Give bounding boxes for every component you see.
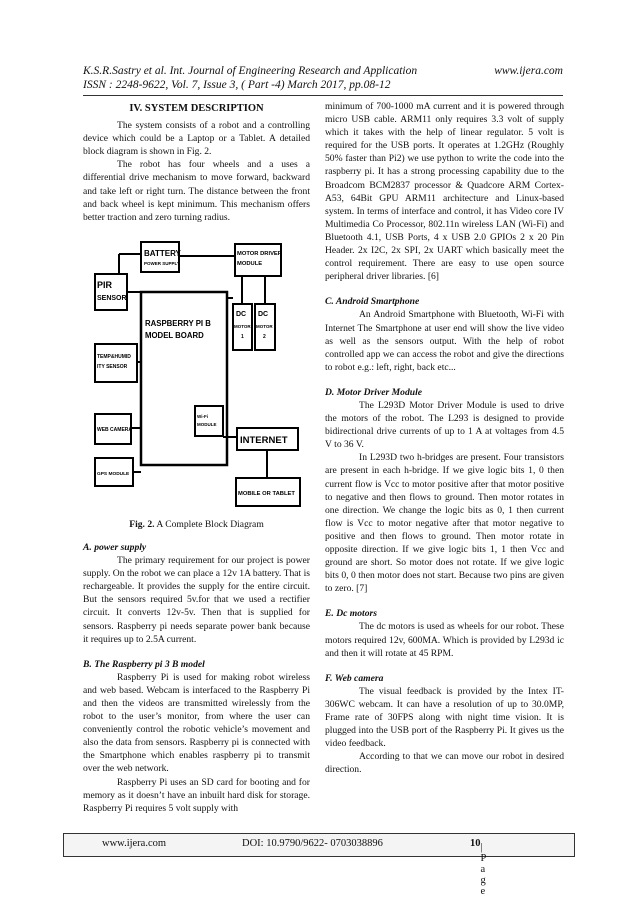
- temp-sensor-block: [95, 344, 137, 382]
- subsection-b-title: B. The Raspberry pi 3 B model: [83, 658, 205, 670]
- subsection-c-text: An Android Smartphone with Bluetooth, Wi-Fi with Internet The Smartphone at user end will show the live video as well as the sensors output. With the help of robot controlled app we can access the robot and give the directions to robot e.g.: left, right, back etc...: [325, 309, 564, 373]
- wifi-label-1: Wi-Fi: [197, 413, 208, 419]
- subsection-e-title: E. Dc motors: [325, 608, 377, 620]
- motor-2-number: 2: [263, 333, 266, 340]
- caption-label: Fig. 2.: [129, 518, 155, 530]
- page-number: 10: [470, 838, 481, 849]
- subsection-e-text: The dc motors is used as wheels for our robot. These motors required 12v, 600MA. Which is provided by L293d ic and then it will rotate at 45 RPM.: [325, 621, 564, 659]
- section-title: IV. SYSTEM DESCRIPTION: [129, 103, 264, 114]
- wifi-module-block: [195, 406, 223, 436]
- subsection-c-title: C. Android Smartphone: [325, 296, 420, 308]
- subsection-b-continued: minimum of 700-1000 mA current and it is powered through micro USB cable. ARM11 only requires 3.3 volt of supply which it takes with the help of linear regulator. 5 volt is required for the USB ports. It operates at 1.2GHz (Roughly 50% faster than Pi2) we use python to write the code into the raspberry pi. It has a strong processing capability due to the Broadcom BCM2837 processor & Quadcore ARM Cortex-A53, 64Bit GPU ARM11 architecture and Linux-based system. In terms of interface and control, it has Video core IV Multimedia Co Processor, 802.11n wireless LAN (Wi-Fi) and Bluetooth 4.1, USB Ports, 4 x USB 2.0 GPIOs 2 x 20 Pin Header. 2x I2C, 2x SPI, 2x UART which basically meet the control requirement. There are easy to use open source peripheral driver libraries. [6]: [325, 101, 564, 283]
- motor-1-number: 1: [241, 333, 244, 340]
- subsection-f-text-1: The visual feedback is provided by the Intex IT-306WC webcam. It can have a resolution of up to 30.0MP, Frame rate of 30FPS along with night time vision. It is plugged into the USB port of the Raspberry Pi. It gives us the video feedback.: [325, 685, 564, 750]
- module-label: MODULE: [237, 260, 263, 267]
- header-issn: ISSN : 2248-9622, Vol. 7, Issue 3, ( Part -4) March 2017, pp.08-12: [83, 79, 391, 91]
- subsection-d-text-1: The L293D Motor Driver Module is used to drive the motors of the robot. The L293 is designed to provide bidirectional drive currents of up to 1 A at voltages from 4.5 V to 36 V.: [325, 399, 564, 451]
- motor-driver-block: [235, 244, 281, 276]
- rpi-label-2: MODEL BOARD: [145, 330, 204, 340]
- subsection-f-text-2: According to that we can move our robot in desired direction.: [325, 751, 564, 776]
- right-column: [325, 100, 564, 777]
- gps-label: GPS MODULE: [97, 471, 130, 477]
- rpi-label-1: RASPBERRY PI B: [145, 318, 211, 328]
- dc-2-label: DC: [258, 310, 269, 318]
- raspberry-pi-block: [141, 292, 227, 465]
- page-word: | P a g e: [480, 842, 486, 897]
- battery-label: BATTERY: [144, 248, 181, 258]
- footer-page-number: [470, 838, 486, 897]
- figure-caption: [83, 518, 310, 531]
- running-header: [83, 64, 563, 92]
- subsection-d-title: D. Motor Driver Module: [325, 386, 423, 398]
- temp-label-2: ITY SENSOR: [97, 363, 128, 370]
- block-diagram: [83, 232, 310, 514]
- intro-paragraph-1: The system consists of a robot and a controlling device which could be a Laptop or a Tablet. A detailed block diagram is shown in Fig. 2.: [83, 120, 310, 158]
- power-supply-label: POWER SUPPLY: [144, 260, 180, 266]
- block-diagram-figure: [83, 232, 310, 514]
- header-rule: [83, 95, 563, 96]
- footer-doi: DOI: 10.9790/9622- 0703038896: [242, 838, 383, 849]
- wifi-label-2: MODULE: [197, 421, 217, 427]
- subsection-a-text: The primary requirement for our project is power supply. On the robot we can place a 12v 1A battery. That is rechargeable. It provides the supply for the entire circuit. But the sensors required 5v.for that we used a rectifier circuit. It converts 12v-5v. Then that is supplied for sensors. Raspberry pi needs separate power bank because it requires up to 2.5A current.: [83, 555, 310, 645]
- mobile-tablet-label: MOBILE OR TABLET: [238, 490, 295, 497]
- caption-text: A Complete Block Diagram: [154, 518, 264, 530]
- header-website[interactable]: www.ijera.com: [494, 65, 563, 77]
- page-footer: [63, 833, 575, 897]
- intro-paragraph-2: The robot has four wheels and a uses a differential drive mechanism to move forward, backward and take left or right turn. The distance between the front and back wheel is kept minimum. This mechanism offers better traction and zero turning radius.: [83, 159, 310, 223]
- internet-label: INTERNET: [240, 434, 288, 446]
- webcam-label: WEB CAMERA: [97, 426, 132, 433]
- pir-label: PIR: [97, 279, 113, 290]
- motor-driver-label: MOTOR DRIVER: [237, 250, 282, 257]
- dc-1-label: DC: [236, 310, 247, 318]
- left-column: [83, 100, 310, 815]
- subsection-b-text-1: Raspberry Pi is used for making robot wireless and web based. Webcam is interfaced to the Raspberry Pi and then the videos are transmitted wirelessly from the robot to the user’s monitor, from where the user can conveniently control the robotic vehicle’s movement and also the data from sensors. Raspberry pi is connected with the Smartphone which enables raspberry pi to transmit over the web network.: [83, 671, 310, 775]
- footer-website[interactable]: www.ijera.com: [102, 838, 167, 849]
- sensor-label: SENSOR: [97, 294, 127, 302]
- subsection-f-title: F. Web camera: [325, 672, 384, 684]
- motor-2-label: MOTOR: [256, 323, 273, 329]
- motor-1-label: MOTOR: [234, 323, 251, 329]
- subsection-b-text-2: Raspberry Pi uses an SD card for booting and for memory as it doesn’t have an inbuilt hard disk for storage. Raspberry Pi requires 5 volt supply with: [83, 776, 310, 814]
- subsection-a-title: A. power supply: [83, 541, 147, 553]
- subsection-d-text-2: In L293D two h-bridges are present. Four transistors are present in each h-bridge. If we give logic bits 1, 0 then current flow is Vcc to motor positive after that motor positive to negative and then flows to ground. Then motor rotates in one direction. We change the logic bits as 0, 1 then current flow is Vcc to motor negative after that motor negative to positive and then flows to ground. Then motor rotate in opposite direction. If we give logic bits 1, 1 then Vcc and ground are short. So motor does not rotate. If we give logic bits 0, 0 then motor does not start. Because two pins are given to zero. [7]: [325, 452, 564, 595]
- temp-label-1: TEMP&HUMID: [97, 353, 131, 360]
- header-journal: K.S.R.Sastry et al. Int. Journal of Engineering Research and Application: [83, 65, 418, 77]
